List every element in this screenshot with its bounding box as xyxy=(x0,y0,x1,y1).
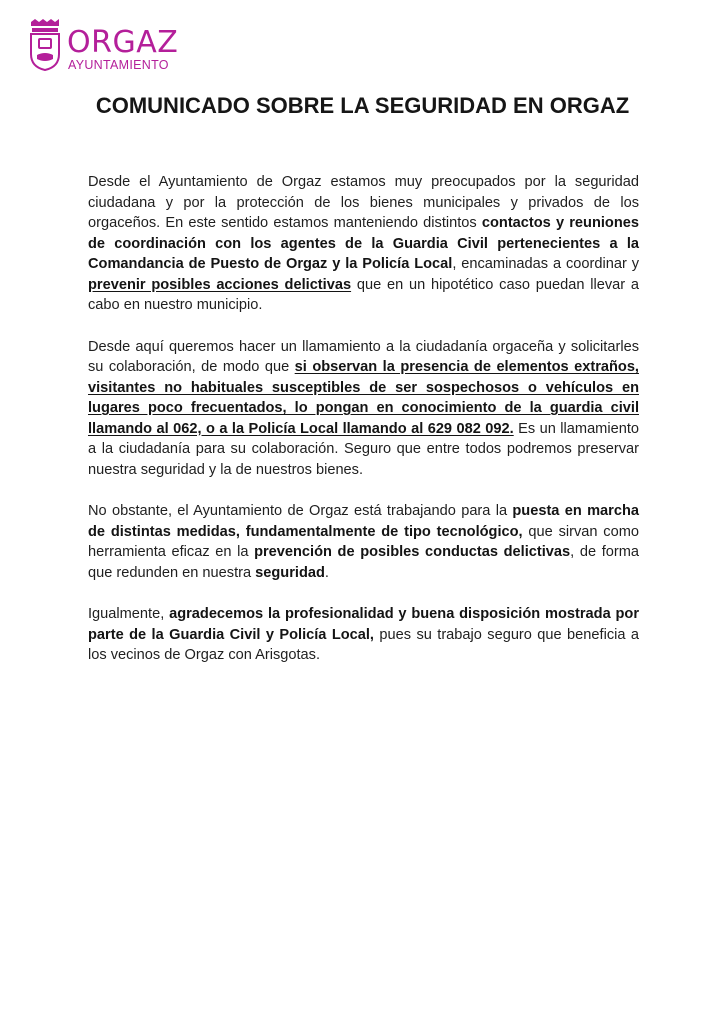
bold-run: seguridad xyxy=(255,564,325,581)
document-title: COMUNICADO SOBRE LA SEGURIDAD EN ORGAZ xyxy=(95,93,630,118)
bold-underlined-run: si observan la presencia de elementos extraños, visitantes no habituales susceptibles de ser sospechosos o vehículos en lugares poco frecuentados, lo pongan en conocimiento de la guardia civil llamando al 062, o a la Policía Local llamando al 629 082 092. xyxy=(88,359,639,437)
text-run: Es un llamamiento a la ciudadanía para su colaboración. Seguro que entre todos podremos preservar nuestra seguridad y la de nuestros bienes. xyxy=(88,420,639,478)
bold-underlined-run: prevenir posibles acciones delictivas xyxy=(88,276,352,293)
paragraph-3 xyxy=(88,501,639,583)
paragraph-2 xyxy=(88,337,639,481)
text-run: , encaminadas a coordinar y xyxy=(452,256,639,272)
bold-run: puesta en marcha de distintas medidas, fundamentalmente de tipo tecnológico, xyxy=(88,503,639,540)
ayuntamiento-logo xyxy=(28,18,178,72)
bold-run: agradecemos la profesionalidad y buena disposición mostrada por parte de la Guardia Civil y Policía Local, xyxy=(88,606,639,643)
document-body xyxy=(88,172,639,687)
text-run: pues su trabajo seguro que beneficia a los vecinos de Orgaz con Arisgotas. xyxy=(88,626,639,663)
logo-name: ORGAZ xyxy=(67,25,179,60)
text-run: Desde el Ayuntamiento de Orgaz estamos muy preocupados por la seguridad ciudadana y por la protección de los bienes municipales y privados de los orgaceños. En este sentido estamos manteniendo distintos xyxy=(88,174,639,231)
bold-run: prevención de posibles conductas delictivas xyxy=(254,544,571,560)
coat-of-arms-icon xyxy=(28,18,62,72)
text-run: Igualmente, xyxy=(88,606,170,622)
paragraph-4 xyxy=(88,604,639,666)
text-run: No obstante, el Ayuntamiento de Orgaz está trabajando para la xyxy=(88,503,513,519)
paragraph-1 xyxy=(88,172,639,316)
text-run: que sirvan como herramienta eficaz en la xyxy=(88,523,639,560)
logo-subtitle: AYUNTAMIENTO xyxy=(68,58,169,72)
text-run: que en un hipotético caso puedan llevar a cabo en nuestro municipio. xyxy=(88,276,639,313)
text-run: Desde aquí queremos hacer un llamamiento a la ciudadanía orgaceña y solicitarles su colaboración, de modo que xyxy=(88,338,639,375)
text-run: , de forma que redunden en nuestra xyxy=(88,544,640,581)
bold-run: contactos y reuniones de coordinación con los agentes de la Guardia Civil pertenecientes a la Comandancia de Puesto de Orgaz y la Policía Local xyxy=(88,215,639,272)
text-run: . xyxy=(324,564,329,581)
